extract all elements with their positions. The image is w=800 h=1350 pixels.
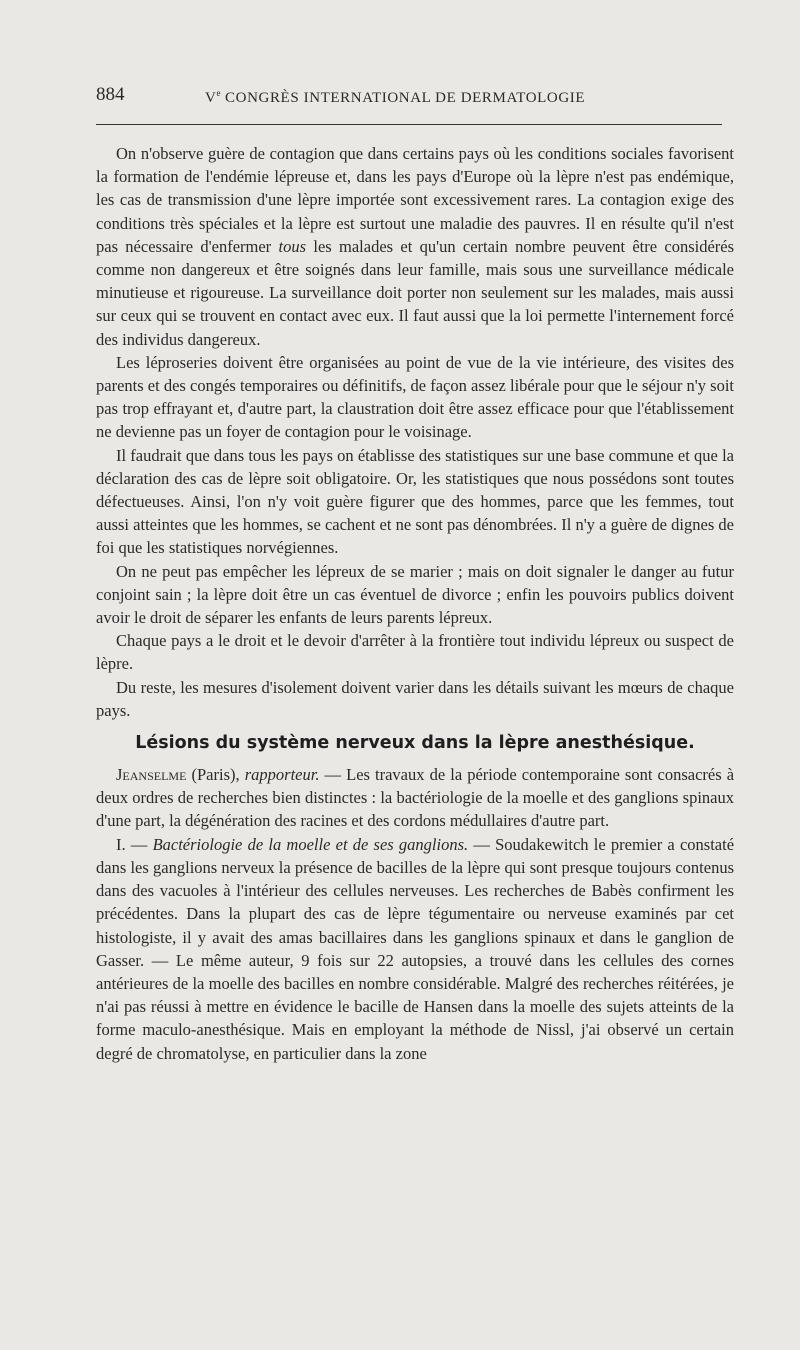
body-text (96, 142, 734, 1065)
running-title-text: CONGRÈS INTERNATIONAL DE DERMATOLOGIE (225, 90, 586, 106)
header-rule (96, 124, 722, 125)
section-heading: Lésions du système nerveux dans la lèpre anesthésique. (135, 733, 695, 754)
paragraph-1: On n'observe guère de contagion que dans certains pays où les conditions sociales favorisent la formation de l'endémie lépreuse et, dans les pays d'Europe où la lèpre n'est pas endémique, les cas de transmission d'une lèpre importée sont excessivement rares. La contagion exige des conditions très spéciales et la lèpre est surtout une maladie des pauvres. Il en résulte qu'il n'est pas nécessaire d'enfermer tous les malades et qu'un certain nombre peuvent être considérés comme non dangereux et être soignés dans leur famille, mais sous une surveillance médicale minutieuse et rigoureuse. La surveillance doit porter non seulement sur les malades, mais aussi sur ceux qui se trouvent en contact avec eux. Il faut aussi que la loi permette l'internement forcé des individus dangereux. (96, 144, 735, 349)
superscript: e (216, 88, 222, 98)
paragraph-5: Chaque pays a le droit et le devoir d'arrêter à la frontière tout individu lépreux ou suspect de lèpre. (96, 631, 734, 674)
page-number: 884 (96, 84, 125, 105)
paragraph-2: Les léproseries doivent être organisées au point de vue de la vie intérieure, des visites des parents et des congés temporaires ou définitifs, de façon assez libérale pour que le séjour n'y soit pas trop effrayant et, d'autre part, la claustration doit être assez efficace pour que l'établissement ne devienne pas un foyer de contagion pour le voisinage. (96, 352, 734, 442)
paragraph-8: I. — Bactériologie de la moelle et de ses ganglions. — Soudakewitch le premier a constaté dans les ganglions nerveux la présence de bacilles de la lèpre qui sont presque toujours contenus dans des vacuoles à l'intérieur des cellules nerveuses. Les recherches de Babès confirment les précédentes. Dans la plupart des cas de lèpre tégumentaire ou nerveuse examinés par cet histologiste, il y avait des amas bacillaires dans les ganglions spinaux et dans le ganglion de Gasser. — Le même auteur, 9 fois sur 22 autopsies, a trouvé dans les cellules des cornes antérieures de la moelle des bacilles en nombre considérable. Malgré des recherches réitérées, je n'ai pas réussi à mettre en évidence le bacille de Hansen dans la moelle des sujets atteints de la forme maculo-anesthésique. Mais en employant la méthode de Nissl, j'ai observé un certain degré de chromatolyse, en particulier dans la zone (96, 834, 735, 1063)
paragraph-3: Il faudrait que dans tous les pays on établisse des statistiques sur une base commune et que la déclaration des cas de lèpre soit obligatoire. Or, les statistiques que nous possédons sont toutes défectueuses. Ainsi, l'on n'y voit guère figurer que des hommes, parce que les femmes, tout aussi atteintes que les hommes, se cachent et ne sont pas dénombrées. Il n'y a guère de dignes de foi que les statistiques norvégiennes. (96, 445, 734, 558)
paragraph-4: On ne peut pas empêcher les lépreux de se marier ; mais on doit signaler le danger au futur conjoint sain ; la lèpre doit être un cas éventuel de divorce ; enfin les pouvoirs publics doivent avoir le droit de séparer les enfants de leurs parents lépreux. (96, 561, 734, 628)
running-header (96, 84, 722, 114)
author-name: Jeanselme (116, 765, 187, 785)
roman-numeral: V (205, 90, 217, 106)
running-title (205, 88, 585, 107)
paragraph-6: Du reste, les mesures d'isolement doivent varier dans les détails suivant les mœurs de chaque pays. (96, 677, 734, 720)
paragraph-7: Jeanselme (Paris), rapporteur. — Les travaux de la période contemporaine sont consacrés à deux ordres de recherches bien distinctes : la bactériologie de la moelle et des ganglions spinaux d'une part, la dégénération des racines et des cordons médullaires d'autre part. (96, 765, 735, 831)
